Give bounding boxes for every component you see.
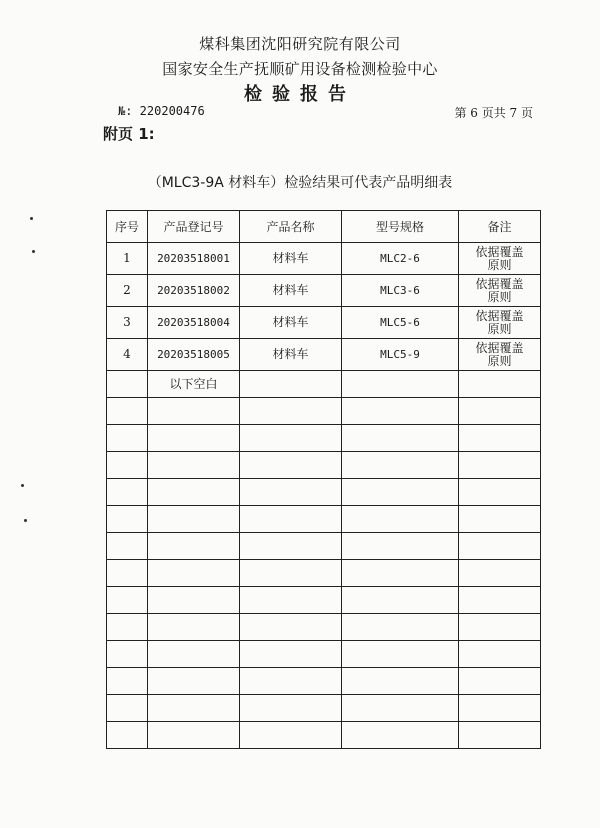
empty-cell <box>240 398 342 425</box>
empty-cell <box>148 452 240 479</box>
empty-cell <box>148 425 240 452</box>
cell-reg-no: 20203518004 <box>148 307 240 339</box>
cell-product-name: 材料车 <box>240 275 342 307</box>
empty-cell <box>459 722 541 749</box>
empty-row <box>107 641 541 668</box>
empty-cell <box>107 425 148 452</box>
empty-cell <box>107 614 148 641</box>
remark-line: 依据覆盖 <box>475 244 524 259</box>
remark-line: 原则 <box>487 289 512 304</box>
empty-cell <box>459 614 541 641</box>
empty-cell <box>107 668 148 695</box>
cell-model: MLC5-6 <box>342 307 459 339</box>
table-row <box>107 307 541 339</box>
empty-cell <box>240 668 342 695</box>
remark-line: 原则 <box>487 353 512 368</box>
empty-cell <box>148 695 240 722</box>
header-product-name: 产品名称 <box>240 211 342 243</box>
empty-cell <box>148 398 240 425</box>
remark-line: 依据覆盖 <box>475 308 524 323</box>
cell-remark <box>459 339 541 371</box>
empty-cell <box>240 560 342 587</box>
empty-row <box>107 560 541 587</box>
table-row <box>107 371 541 398</box>
binding-hole-mark <box>24 519 27 522</box>
product-detail-table <box>106 210 541 749</box>
cell-seq: 4 <box>107 339 148 371</box>
empty-cell <box>459 506 541 533</box>
empty-cell <box>459 398 541 425</box>
empty-row <box>107 695 541 722</box>
remark-line: 原则 <box>487 257 512 272</box>
cell-reg-no: 20203518005 <box>148 339 240 371</box>
empty-row <box>107 614 541 641</box>
empty-cell <box>459 668 541 695</box>
empty-cell <box>342 587 459 614</box>
organization-name: 煤科集团沈阳研究院有限公司 <box>199 35 401 53</box>
binding-hole-mark <box>32 250 35 253</box>
empty-cell <box>148 722 240 749</box>
empty-cell <box>342 398 459 425</box>
empty-cell <box>148 533 240 560</box>
empty-cell <box>107 506 148 533</box>
cell-remark <box>459 275 541 307</box>
empty-cell <box>148 668 240 695</box>
empty-cell <box>240 506 342 533</box>
empty-cell <box>459 425 541 452</box>
empty-cell <box>342 560 459 587</box>
empty-cell <box>148 614 240 641</box>
empty-cell <box>107 560 148 587</box>
header-remark: 备注 <box>459 211 541 243</box>
empty-cell <box>148 587 240 614</box>
cell-seq: 3 <box>107 307 148 339</box>
empty-cell <box>240 722 342 749</box>
empty-cell <box>459 560 541 587</box>
empty-cell <box>342 425 459 452</box>
empty-cell <box>240 452 342 479</box>
empty-row <box>107 425 541 452</box>
empty-cell <box>342 614 459 641</box>
table-row <box>107 275 541 307</box>
table-row <box>107 243 541 275</box>
cell-blank-note: 以下空白 <box>148 371 240 398</box>
empty-cell <box>459 479 541 506</box>
cell-seq: 1 <box>107 243 148 275</box>
empty-cell <box>107 695 148 722</box>
empty-cell <box>148 560 240 587</box>
empty-row <box>107 587 541 614</box>
cell-seq <box>107 371 148 398</box>
cell-product-name: 材料车 <box>240 339 342 371</box>
binding-hole-mark <box>30 217 33 220</box>
table-row <box>107 339 541 371</box>
empty-cell <box>459 533 541 560</box>
empty-cell <box>107 587 148 614</box>
header-reg-no: 产品登记号 <box>148 211 240 243</box>
empty-cell <box>107 641 148 668</box>
empty-cell <box>342 641 459 668</box>
empty-cell <box>148 641 240 668</box>
empty-cell <box>240 587 342 614</box>
cell-reg-no: 20203518001 <box>148 243 240 275</box>
page-indicator: 第 6 页共 7 页 <box>454 106 533 120</box>
empty-cell <box>459 695 541 722</box>
cell-model: MLC3-6 <box>342 275 459 307</box>
cell-remark <box>459 307 541 339</box>
empty-cell <box>107 398 148 425</box>
empty-cell <box>240 425 342 452</box>
cell-model <box>342 371 459 398</box>
empty-row <box>107 479 541 506</box>
empty-cell <box>240 695 342 722</box>
header-model: 型号规格 <box>342 211 459 243</box>
empty-cell <box>342 452 459 479</box>
empty-cell <box>342 533 459 560</box>
binding-hole-mark <box>21 484 24 487</box>
empty-cell <box>342 506 459 533</box>
empty-cell <box>240 533 342 560</box>
cell-model: MLC2-6 <box>342 243 459 275</box>
remark-line: 原则 <box>487 321 512 336</box>
empty-cell <box>107 533 148 560</box>
testing-center-name: 国家安全生产抚顺矿用设备检测检验中心 <box>162 60 438 78</box>
empty-cell <box>342 479 459 506</box>
empty-row <box>107 506 541 533</box>
empty-cell <box>240 614 342 641</box>
cell-product-name: 材料车 <box>240 243 342 275</box>
report-number: №: 220200476 <box>118 104 205 118</box>
empty-cell <box>459 641 541 668</box>
cell-product-name: 材料车 <box>240 307 342 339</box>
empty-cell <box>342 695 459 722</box>
cell-model: MLC5-9 <box>342 339 459 371</box>
appendix-label: 附页 1: <box>103 125 155 143</box>
empty-row <box>107 452 541 479</box>
empty-cell <box>459 587 541 614</box>
empty-cell <box>342 668 459 695</box>
cell-product-name <box>240 371 342 398</box>
empty-cell <box>342 722 459 749</box>
remark-line: 依据覆盖 <box>475 340 524 355</box>
remark-line: 依据覆盖 <box>475 276 524 291</box>
empty-cell <box>459 452 541 479</box>
table-title: （MLC3-9A 材料车）检验结果可代表产品明细表 <box>147 175 453 191</box>
empty-cell <box>107 722 148 749</box>
empty-cell <box>240 641 342 668</box>
header-seq: 序号 <box>107 211 148 243</box>
empty-cell <box>107 452 148 479</box>
table-header-row <box>107 211 541 243</box>
document-title: 检验报告 <box>244 84 356 105</box>
cell-remark <box>459 371 541 398</box>
cell-reg-no: 20203518002 <box>148 275 240 307</box>
cell-remark <box>459 243 541 275</box>
empty-cell <box>148 479 240 506</box>
empty-cell <box>240 479 342 506</box>
empty-row <box>107 722 541 749</box>
empty-cell <box>107 479 148 506</box>
empty-row <box>107 533 541 560</box>
empty-row <box>107 398 541 425</box>
empty-cell <box>148 506 240 533</box>
empty-row <box>107 668 541 695</box>
cell-seq: 2 <box>107 275 148 307</box>
